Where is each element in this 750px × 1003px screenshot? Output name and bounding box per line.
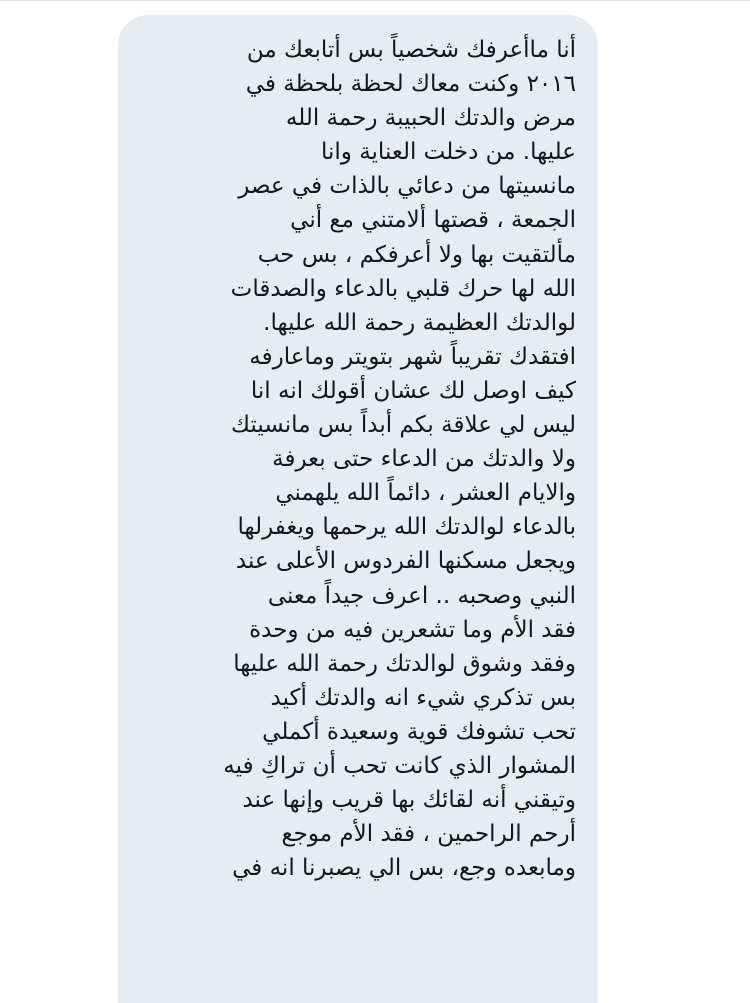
message-line: بس تذكري شيء انه والدتك أكيد bbox=[270, 684, 576, 711]
message-line: لوالدتك العظيمة رحمة الله عليها. bbox=[263, 309, 576, 336]
message-line: أرحم الراحمين ، فقد الأم موجع bbox=[281, 821, 576, 848]
message-line: مانسيتها من دعائي بالذات في عصر bbox=[238, 173, 576, 200]
message-text bbox=[140, 33, 576, 885]
message-bubble bbox=[118, 15, 598, 1003]
message-line: ٢٠١٦ وكنت معاك لحظة بلحظة في bbox=[245, 71, 576, 98]
message-line: افتقدك تقريباً شهر بتويتر وماعارفه bbox=[249, 343, 576, 370]
message-line: وفقد وشوق لوالدتك رحمة الله عليها bbox=[233, 650, 576, 677]
message-line: المشوار الذي كانت تحب أن تراكِ فيه bbox=[223, 752, 576, 779]
message-line: عليها. من دخلت العناية وانا bbox=[320, 139, 576, 166]
message-line: النبي وصحبه .. اعرف جيداً معنى bbox=[267, 582, 576, 609]
message-line: كيف اوصل لك عشان أقولك انه انا bbox=[250, 377, 576, 404]
message-line: مألتقيت بها ولا أعرفكم ، بس حب bbox=[257, 241, 576, 268]
message-line: ولا والدتك من الدعاء حتى بعرفة bbox=[272, 446, 576, 473]
message-line: الجمعة ، قصتها ألامتني مع أني bbox=[290, 207, 576, 234]
message-line: وتيقني أنه لقائك بها قريب وإنها عند bbox=[242, 787, 576, 814]
message-line: أنا ماأعرفك شخصياً بس أتابعك من bbox=[246, 37, 576, 63]
message-line: فقد الأم وما تشعرين فيه من وحدة bbox=[249, 616, 576, 643]
message-line: ليس لي علاقة بكم أبداً بس مانسيتك bbox=[231, 412, 576, 439]
message-line: بالدعاء لوالدتك الله يرحمها ويغفرلها bbox=[237, 514, 576, 541]
message-line: ومابعده وجع، بس الي يصبرنا انه في bbox=[232, 855, 576, 882]
message-line: ويجعل مسكنها الفردوس الأعلى عند bbox=[235, 548, 576, 575]
message-line: والايام العشر ، دائماً الله يلهمني bbox=[275, 480, 576, 507]
message-line: تحب تشوفك قوية وسعيدة أكملي bbox=[262, 718, 576, 745]
message-line: الله لها حرك قلبي بالدعاء والصدقات bbox=[230, 275, 576, 302]
message-line: مرض والدتك الحبيبة رحمة الله bbox=[285, 105, 576, 132]
